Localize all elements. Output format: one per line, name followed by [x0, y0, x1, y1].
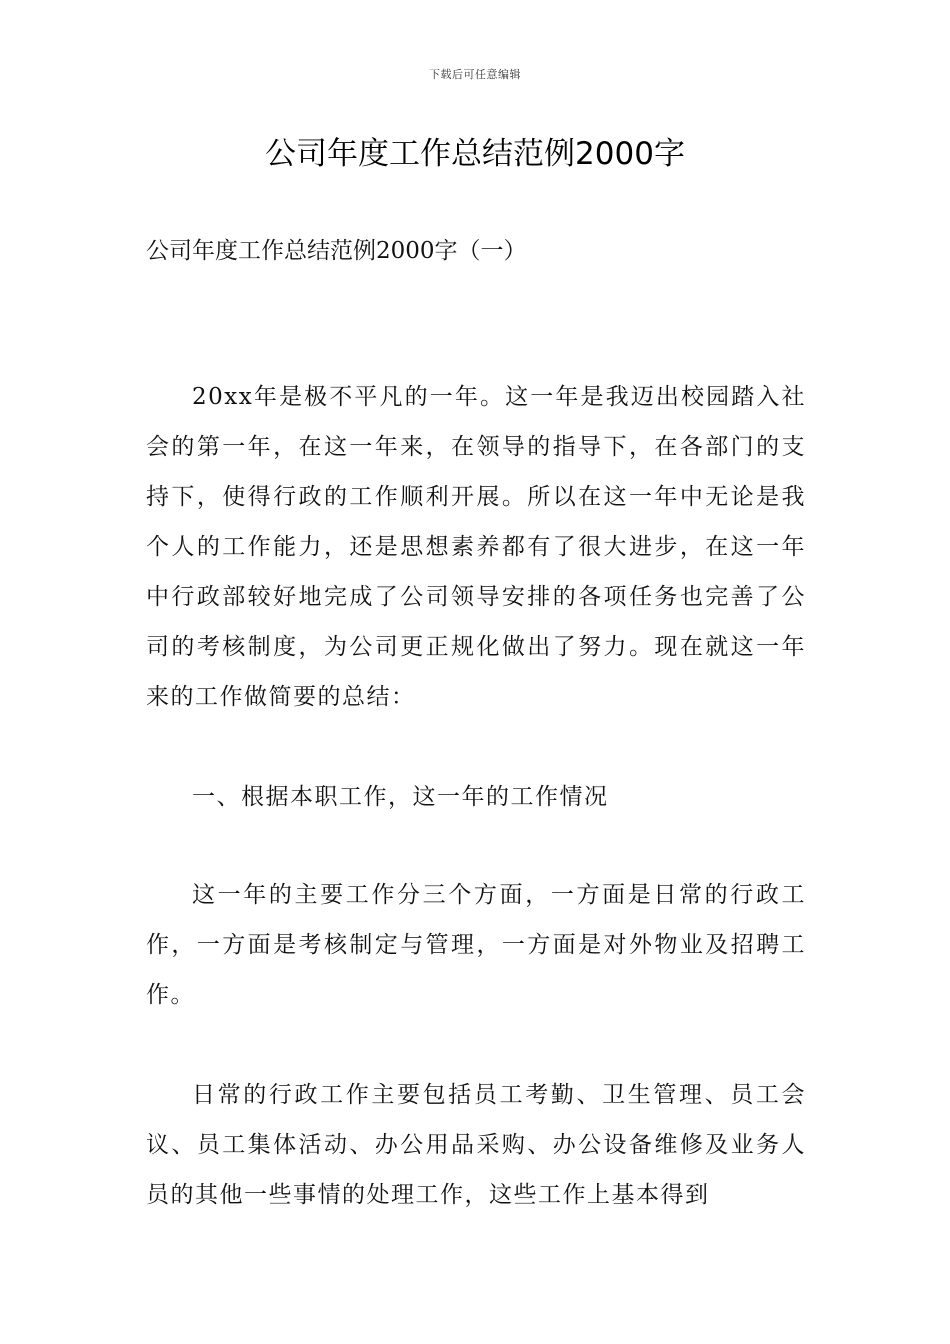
section-subtitle: 公司年度工作总结范例2000字（一）	[146, 238, 527, 264]
paragraph-intro: 20xx年是极不平凡的一年。这一年是我迈出校园踏入社会的第一年，在这一年来，在领导的指导下，在各部门的支持下，使得行政的工作顺利开展。所以在这一年中无论是我个人的工作能力，还是思想素养都有了很大进步，在这一年中行政部较好地完成了公司领导安排的各项任务也完善了公司的考核制度，为公司更正规化做出了努力。现在就这一年来的工作做简要的总结：	[146, 384, 806, 710]
paragraph-daily-admin: 日常的行政工作主要包括员工考勤、卫生管理、员工会议、员工集体活动、办公用品采购、办公设备维修及业务人员的其他一些事情的处理工作，这些工作上基本得到	[146, 1082, 806, 1208]
paragraph-main-work: 这一年的主要工作分三个方面，一方面是日常的行政工作，一方面是考核制定与管理，一方面是对外物业及招聘工作。	[146, 882, 806, 1008]
document-title: 公司年度工作总结范例2000字	[265, 136, 685, 172]
section-heading-1: 一、根据本职工作，这一年的工作情况	[192, 784, 609, 810]
header-note: 下载后可任意编辑	[429, 68, 521, 81]
